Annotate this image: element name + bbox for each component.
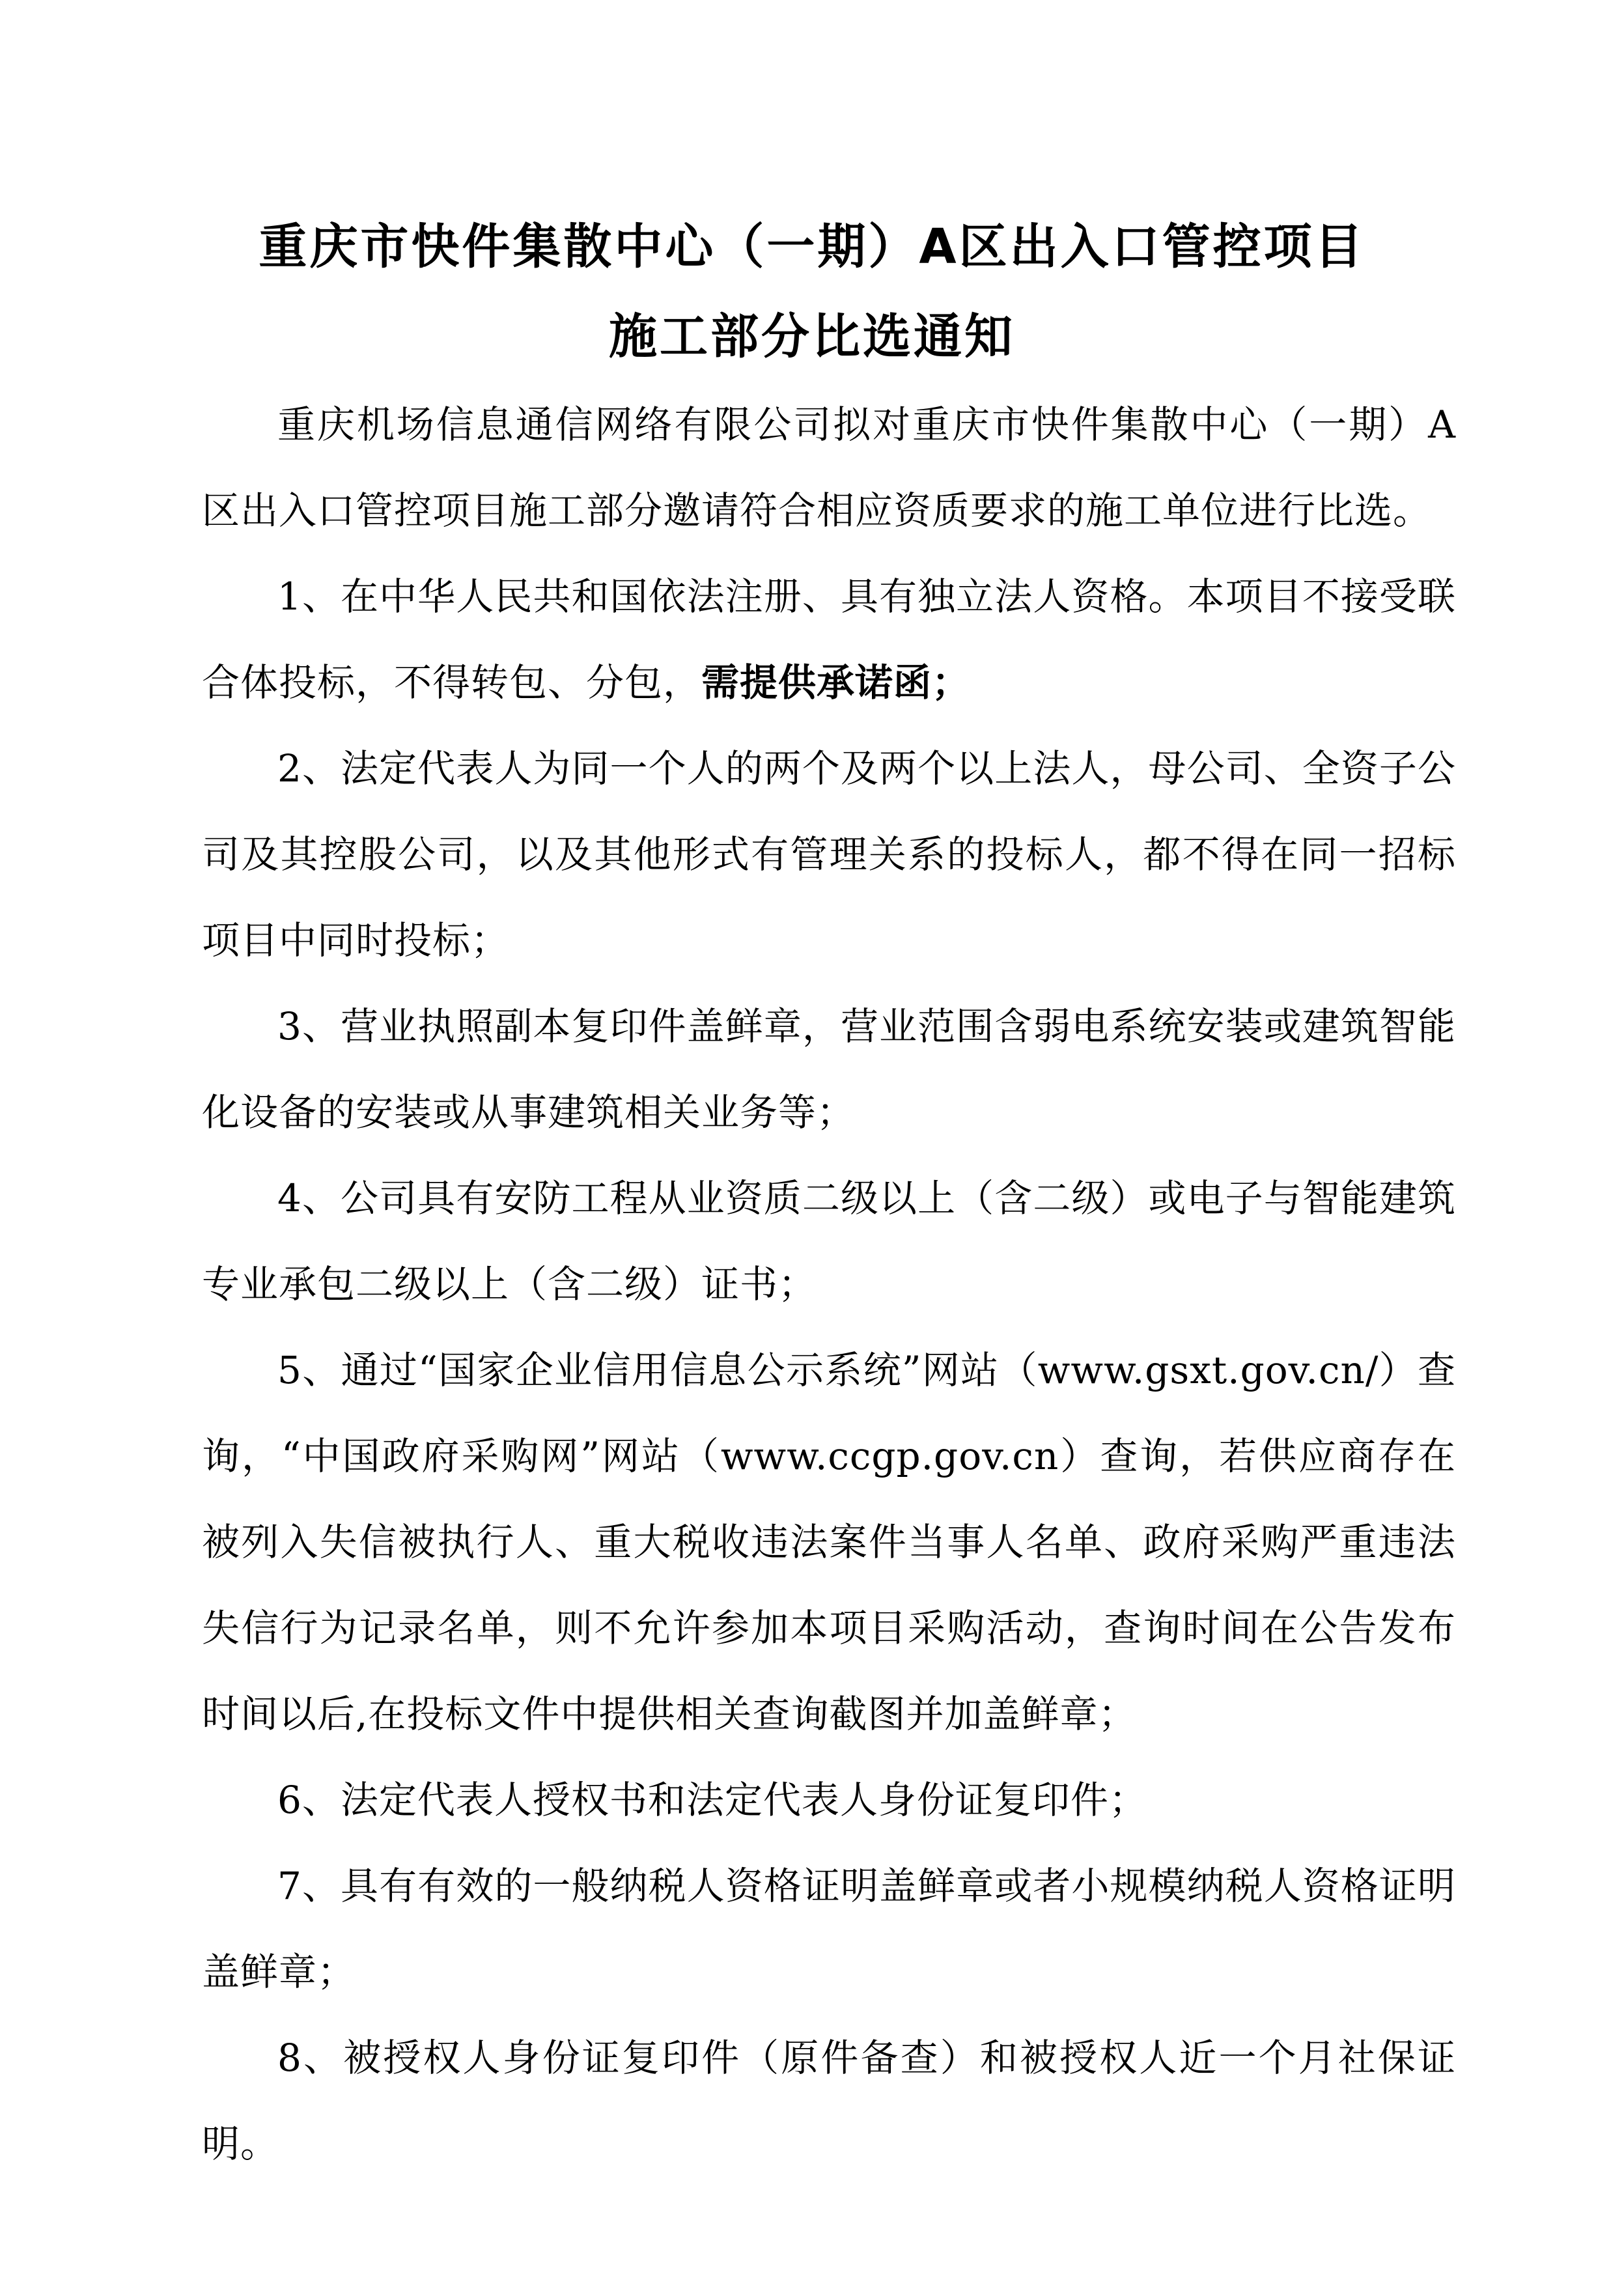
requirement-item-1-text: 1、在中华人民共和国依法注册、具有独立法人资格。本项目不接受联合体投标，不得转包、分包， — [202, 574, 1456, 705]
intro-paragraph: 重庆机场信息通信网络有限公司拟对重庆市快件集散中心（一期）A区出入口管控项目施工部分邀请符合相应资质要求的施工单位进行比选。 — [202, 402, 1456, 533]
requirement-item-7: 7、具有有效的一般纳税人资格证明盖鲜章或者小规模纳税人资格证明盖鲜章； — [202, 1864, 1456, 1994]
document-body — [202, 382, 1456, 2187]
requirement-item-5: 5、通过“国家企业信用信息公示系统”网站（www.gsxt.gov.cn/）查询，“中国政府采购网”网站（www.ccgp.gov.cn）查询，若供应商存在被列入失信被执行人、重大税收违法案件当事人名单、政府采购严重违法失信行为记录名单，则不允许参加本项目采购活动，查询时间在公告发布时间以后,在投标文件中提供相关查询截图并加盖鲜章； — [202, 1348, 1456, 1736]
requirement-item-3: 3、营业执照副本复印件盖鲜章，营业范围含弱电系统安装或建筑智能化设备的安装或从事建筑相关业务等； — [202, 1004, 1456, 1134]
document-title-line-1: 重庆市快件集散中心（一期）A区出入口管控项目 — [259, 219, 1365, 275]
requirement-item-6: 6、法定代表人授权书和法定代表人身份证复印件； — [277, 1778, 1147, 1822]
requirement-item-1 — [202, 554, 1456, 725]
requirement-item-2: 2、法定代表人为同一个人的两个及两个以上法人，母公司、全资子公司及其控股公司，以及其他形式有管理关系的投标人，都不得在同一招标项目中同时投标； — [202, 746, 1456, 962]
requirement-item-4: 4、公司具有安防工程从业资质二级以上（含二级）或电子与智能建筑专业承包二级以上（含二级）证书； — [202, 1176, 1456, 1306]
requirement-item-1-emphasis: 需提供承诺函； — [701, 660, 971, 705]
document-title-line-2: 施工部分比选通知 — [609, 309, 1015, 365]
requirement-item-8: 8、被授权人身份证复印件（原件备查）和被授权人近一个月社保证明。 — [202, 2036, 1456, 2166]
